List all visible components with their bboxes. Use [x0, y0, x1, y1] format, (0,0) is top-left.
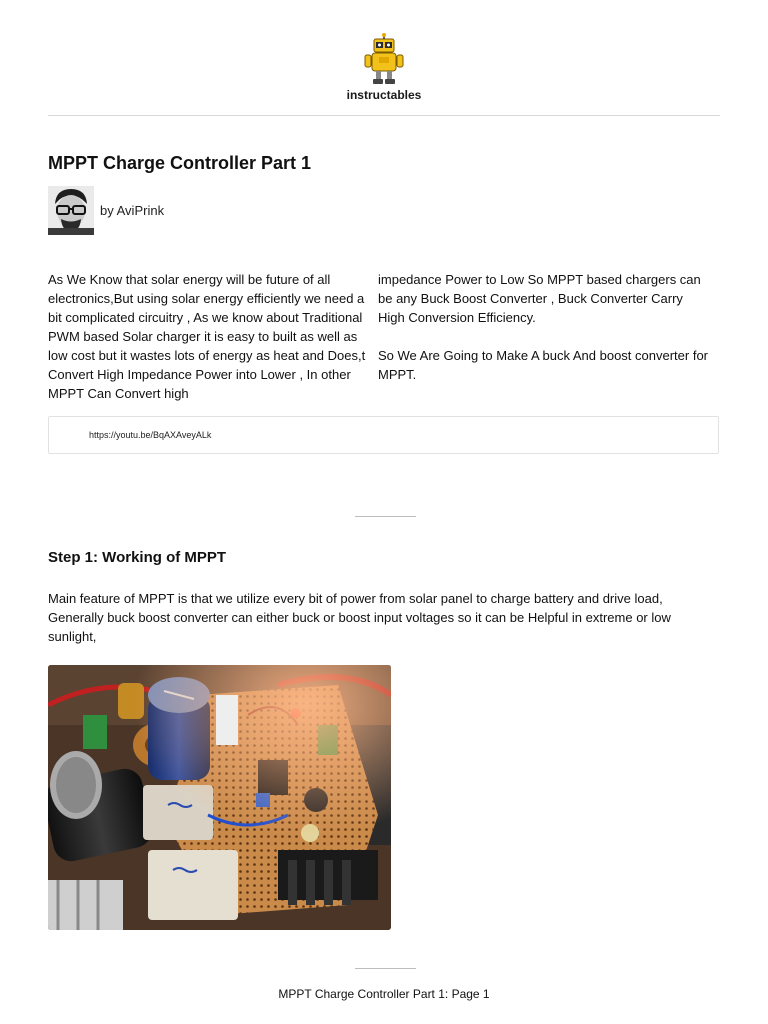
step-title: Step 1: Working of MPPT: [48, 549, 227, 566]
intro-column-right: [378, 270, 708, 384]
page-footer: MPPT Charge Controller Part 1: Page 1: [278, 987, 490, 1001]
step-body-text: Main feature of MPPT is that we utilize every bit of power from solar panel to charge battery and drive load, Generally buck boost converter can either buck or boost input voltages so it can be Helpful in extreme or low sunlight,: [48, 591, 671, 644]
pcb-photo-illustration-icon: [48, 665, 391, 930]
section-divider: [355, 516, 416, 517]
brand-name[interactable]: instructables: [346, 88, 422, 102]
site-header: [0, 0, 768, 116]
header-divider: [48, 115, 720, 116]
intro-column-left: [48, 270, 366, 403]
video-link[interactable]: https://youtu.be/BqAXAveyALk: [89, 430, 212, 440]
author-avatar[interactable]: [48, 186, 94, 235]
circuit-board-photo[interactable]: [48, 665, 391, 930]
video-embed-box[interactable]: [48, 416, 719, 454]
intro-paragraph-continued: impedance Power to Low So MPPT based chargers can be any Buck Boost Converter , Buck Converter Carry High Conversion Efficiency.: [378, 272, 701, 325]
instructables-robot-logo-icon[interactable]: [360, 32, 408, 86]
avatar-portrait-icon: [48, 186, 94, 235]
page-title: MPPT Charge Controller Part 1: [48, 153, 312, 173]
footer-divider: [355, 968, 416, 969]
intro-paragraph-closing: So We Are Going to Make A buck And boost converter for MPPT.: [378, 348, 709, 382]
author-byline[interactable]: by AviPrink: [100, 203, 165, 218]
intro-paragraph: As We Know that solar energy will be future of all electronics,But using solar energy efficiently we need a bit complicated circuitry , As we know about Traditional PWM based Solar charger it is easy to built as well as low cost but it wastes lots of energy as heat and Does,t Convert High Impedance Power into Lower , In other MPPT Can Convert high: [48, 272, 366, 401]
